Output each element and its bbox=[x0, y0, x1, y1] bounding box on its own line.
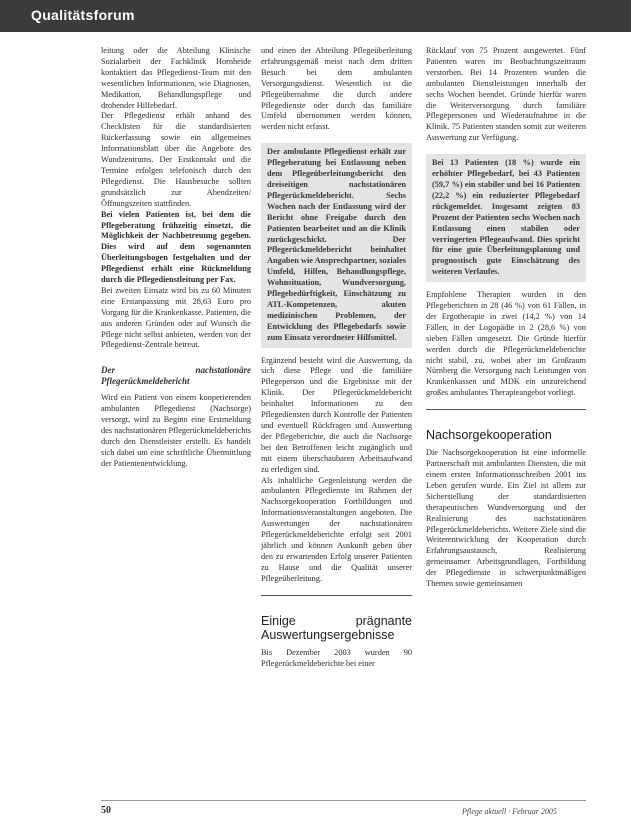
subheading: Der nachstationäre Pflegerückmeldebericht bbox=[101, 365, 251, 387]
page-number: 50 bbox=[101, 805, 111, 816]
highlight-box bbox=[261, 143, 412, 347]
paragraph: Bis Dezember 2003 wurden 90 Pflegerückmeldeberichte bei einer bbox=[261, 647, 412, 668]
footer-divider bbox=[101, 800, 586, 801]
section-divider bbox=[426, 409, 586, 442]
paragraph: und einen der Abteilung Pflegeüberleitung erfahrungsgemäß meist nach dem dritten Besuch bei dem ambulanten Versorgungsdienst. Wesentlich ist die Pflegeübernahme die durch andere Pflegedienste oder durch das familiäre Umfeld übernommen werden können, werden nicht erfasst. bbox=[261, 46, 412, 132]
paragraph: Bei zweiten Einsatz wird bis zu 60 Minuten eine Erstanpassung mit 28,63 Euro pro Vorgang für die Krankenkasse. Patienten, die aus anderen Gründen oder auf Wunsch die Pflege nicht selbst anbieten, werden von der Pflegedienst-Zentrale betreut. bbox=[101, 285, 251, 350]
paragraph: Wird ein Patient von einem kooperierenden ambulanten Pflegedienst (Nachsorge) versorgt, wird zu Beginn eine Erstmeldung des nachstationären Pflegerückmeldeberichts durch den Dienstleister erstellt. Es handelt sich dabei um eine schriftliche Übermittlung der Patientenentwicklung. bbox=[101, 393, 251, 468]
paragraph: Rücklauf von 75 Prozent ausgewertet. Fünf Patienten waren im Beobachtungszeitraum verstorben. Bei 14 Prozenten wurden die ambulanten Dienstleistungen innerhalb der sechs Wochen beendet. Gründe hierfür waren die Weiterversorgung durch familiäre Pflegepersonen und Wiederaufnahme in die Klinik. 75 Patienten standen somit zur weiteren Auswertung zur Verfügung. bbox=[426, 46, 586, 143]
paragraph: Bei vielen Patienten ist, bei dem die Pflegeberatung frühzeitig einsetzt, die Möglichkeit der Nachbetreuung gegeben. Dies wird auf dem sogenannten Überleitungsbogen festgehalten und der Pflegedienst erhält eine Rückmeldung durch die Pflegedienstleitung per Fax. bbox=[101, 209, 251, 285]
section-divider bbox=[261, 595, 412, 642]
journal-name: Pflege aktuell · Februar 2005 bbox=[462, 807, 557, 816]
paragraph: Der Pflegedienst erhält anhand des Checklisten für die standardisierten Rückerfassung sowie ein allgemeines Informationsblatt über die Angebote des Wundzentrums. Der Erstkontakt und die Termine erfolgen telefonisch durch den Pflegedienst. Die Hausbesuche sollten grundsätzlich zur Abendzeiten/Öffnungszeiten stattfinden. bbox=[101, 111, 251, 208]
section-label: Qualitätsforum bbox=[31, 7, 135, 23]
section-title: Nachsorgekooperation bbox=[426, 428, 552, 443]
page-header bbox=[0, 0, 631, 32]
paragraph: Die Nachsorgekooperation ist eine informelle Partnerschaft mit ambulanten Diensten, die mit einem ersten Informationsschreiben 2001 ins Leben gerufen wurde. Ein Ziel ist allem zur Sicherstellung der standardisierten therapeutischen Wundversorgung und der Realisierung des nachstationären Pflegerückmeldeberichts. Weitere Ziele sind die Weiterentwicklung der Kooperation durch Erfahrungsaustausch, Realisierung gemeinsamer Arbeitsgrundlagen, Fortbildung der Pflegedienste in schwerpunktmäßigen Themen sowie gemeinsamen bbox=[426, 448, 586, 589]
column-1 bbox=[101, 46, 251, 470]
box-text: Bei 13 Patienten (18 %) wurde ein erhöhter Pflegebedarf, bei 43 Patienten (59,7 %) ein stabiler und bei 16 Patienten (22,2 %) ein reduzierter Pflegebedarf rückgemeldet. Insgesamt zeigten 83 Prozent der Patienten sechs Wochen nach Entlassung einen stabilen oder verringerten Pflegeaufwand. Dies spricht für eine gute Überleitungsplanung und prognostisch gute Einschätzung des weiteren Verlaufes. bbox=[432, 158, 580, 277]
paragraph: Empfohlene Therapien wurden in den Pflegeberichten in 28 (46 %) von 61 Fällen, in der Ergotherapie in zwei (14,2 %) von 14 Fällen, in der Logopädie in 2 (28,6 %) von sieben Fällen umgesetzt. Die Gründe hierfür werden durch die Pflegerückmeldeberichte nicht stabil, zu, wobei aber im Großraum Nürnberg die Versorgung nach Leistungen von Krankenkassen und MDK ein unzureichend großes ambulantes Therapieangebot vorliegt. bbox=[426, 290, 586, 398]
paragraph: leitung oder die Abteilung Klinische Sozialarbeit der Fachklinik Hornheide kontaktiert das Pflegedienst-Team mit den wesentlichen Informationen, wie Diagnosen, Medikation, Behandlungspflege und drohender Hilfebedarf. bbox=[101, 46, 251, 110]
paragraph: Als inhaltliche Gegenleistung werden die ambulanten Pflegedienste im Rahmen der Nachsorgekooperation Fortbildungen und Informationsveranstaltungen angeboten. Die Auswertungen der nachstationären Pflegerückmeldeberichte erfolgt seit 2001 jährlich und können Auskunft geben über den zu erwartenden Erfolg unserer Patienten zu Hause und die Qualität unserer Pflegeüberleitung. bbox=[261, 475, 412, 583]
column-2 bbox=[261, 46, 412, 669]
highlight-box bbox=[426, 154, 586, 282]
column-3 bbox=[426, 46, 586, 590]
paragraph: Ergänzend besteht wird die Auswertung, da sich diese Pflege und die familiäre Pflegeperson und die Ergebnisse mit der Klinik. Der Pflegerückmeldebericht beinhaltet Informationen zu den Pflegediensten durch Kontrolle der Patienten und eventuell Rückfragen und Auswertung der Pflegeberichte, die auch die Nachsorge bei den Betroffenen leicht zugänglich und mit einem überschaubaren Arbeitsaufwand zu erledigen sind. bbox=[261, 355, 412, 474]
section-title: Einige prägnante Auswertungsergebnisse bbox=[261, 613, 412, 642]
box-text: Der ambulante Pflegedienst erhält zur Pflegeberatung bei Entlassung neben dem Pflegeüberleitungsbericht den dreiseitigen nachstationären Pflegerückmeldebericht. Sechs Wochen nach der Entlassung wird der Bericht ohne Freigabe durch den Patienten bearbeitet und an die Klinik zurückgeschickt. Der Pflegerückmeldebericht beinhaltet Angaben wie Ansprechpartner, soziales Umfeld, Hilfen, Behandlungspflege, Wohnsituation, Wundversorgung, Pflegebedürftigkeit, Einschätzung zu ATL-Kompetenzen, akuten medizinischen Problemen, der Entwicklung des Pflegebedarfs sowie zum Einsatz verordneter Hilfsmittel. bbox=[267, 147, 406, 342]
